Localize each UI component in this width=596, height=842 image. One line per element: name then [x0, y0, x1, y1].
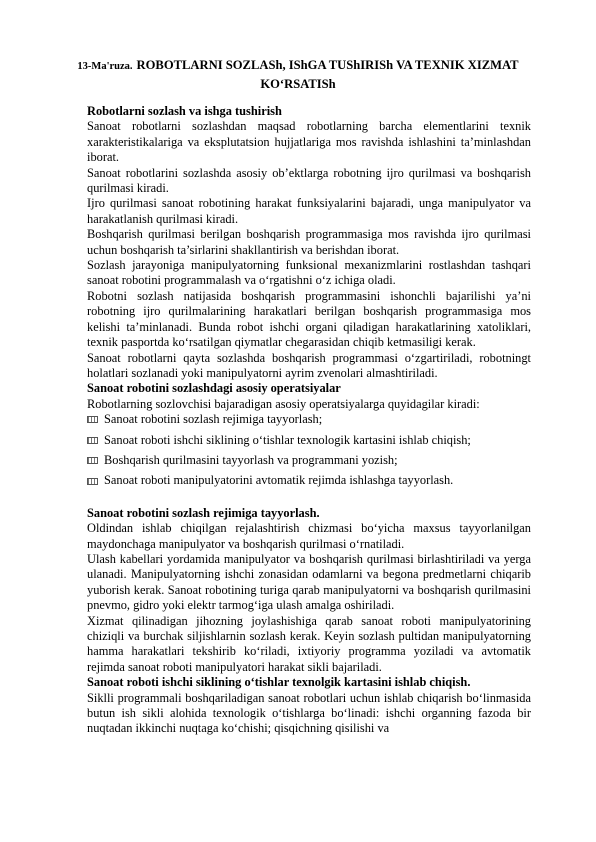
paragraph: Ijro qurilmasi sanoat robotining harakat funksiyalarini bajaradi, unga manipulyator va harakatlanish qurilmasi kiradi. — [87, 196, 531, 226]
paragraph: Sanoat robotlarini sozlashda asosiy ob’ektlarga robotning ijro qurilmasi va boshqarish qurilmasi kiradi. — [87, 165, 531, 196]
paragraph: Robotlarning sozlovchisi bajaradigan asosiy operatsiyalarga quyidagilar kiradi: — [87, 396, 480, 411]
paragraph: Oldindan ishlab chiqilgan rejalashtirish chizmasi bo‘yicha maxsus tayyorlanilgan maydonchaga manipulyator va boshqarish qurilmasi o‘rnatiladi. — [87, 521, 531, 551]
bullet-icon — [87, 457, 98, 464]
document-body — [87, 104, 531, 737]
bullet-icon — [87, 437, 98, 444]
spacer — [87, 494, 531, 506]
paragraph: Sozlash jarayoniga manipulyatorning funksional mexanizmlarini rostlashdan tashqari sanoat robotini programmalash va o‘rgatishni o‘z ichiga oladi. — [87, 258, 531, 288]
section-heading: Sanoat roboti ishchi siklining o‘tishlar texnolgik kartasini ishlab chiqish. — [87, 675, 471, 690]
paragraph: Ulash kabellari yordamida manipulyator va boshqarish qurilmasi birlashtiriladi va yerga ulanadi. Manipulyatorning ishchi zonasidan odamlarni va begona predmetlarni chiqarib yuborish kerak. Sanoat robotining turiga qarab manipulyatorni va boshqarish qurilmasini pnevmo, gidro yoki elektr tarmog‘iga ulash amalga oshiriladi. — [87, 551, 531, 613]
list-item-text: Boshqarish qurilmasini tayyorlash va programmani yozish; — [104, 452, 398, 467]
bullet-icon — [87, 478, 98, 485]
paragraph: Boshqarish qurilmasi berilgan boshqarish programmasiga mos ravishda ijro qurilmasi uchun boshqarish ta’sirlarini shakllantirish va berishdan iborat. — [87, 227, 531, 257]
paragraph: Sanoat robotlarni qayta sozlashda boshqarish programmasi o‘zgartiriladi, robotningt holatlari sozlanadi yoki manipulyatorni ayrim zvenolari almashtiriladi. — [87, 350, 531, 380]
operations-list — [87, 412, 531, 489]
lecture-title — [70, 56, 526, 93]
list-item-text: Sanoat robotini sozlash rejimiga tayyorlash; — [104, 412, 323, 427]
bullet-icon — [87, 416, 98, 423]
paragraph: Siklli programmali boshqariladigan sanoat robotlari uchun ishlab chiqarish bo‘linmasida butun ish sikli alohida texnologik o‘tishlarga bo‘linadi: ishchi organning fazoda bir nuqtadan ikkinchi nuqtaga ko‘chishi; qisqichning qisilishi va — [87, 690, 531, 736]
list-item — [87, 412, 531, 427]
section-heading: Sanoat robotini sozlashdagi asosiy operatsiyalar — [87, 381, 341, 396]
section-heading: Sanoat robotini sozlash rejimiga tayyorlash. — [87, 505, 320, 520]
list-item-text: Sanoat roboti manipulyatorini avtomatik rejimda ishlashga tayyorlash. — [104, 473, 454, 488]
list-item — [87, 433, 531, 448]
list-item — [87, 453, 531, 468]
paragraph: Sanoat robotlarni sozlashdan maqsad robotlarning barcha elementlarini texnik xarakteristikalariga va eksplutatsion hujjatlariga mos ravishda ishlashini ta’minlashdan iborat. — [87, 119, 531, 165]
section-heading: Robotlarni sozlash va ishga tushirish — [87, 104, 282, 118]
list-item-text: Sanoat roboti ishchi siklining o‘tishlar texnologik kartasini ishlab chiqish; — [104, 432, 471, 447]
list-item — [87, 473, 531, 488]
paragraph: Xizmat qilinadigan jihozning joylashishiga qarab sanoat roboti manipulyatorining chiziqli va burchak siljishlarnin sozlash kerak. Keyin sozlash pultidan manipulyatorning hamma harakatlari tekshirib ko‘riladi, ixtiyoriy programma yoziladi va avtomatik rejimda sanoat roboti manipulyatori harakat sikli bajariladi. — [87, 613, 531, 674]
lecture-heading: ROBOTLARNI SOZLASh, IShGA TUShIRISh VA TEXNIK XIZMAT KO‘RSATISh — [136, 58, 519, 91]
lecture-number: 13-Ma'ruza. — [77, 61, 133, 72]
paragraph: Robotni sozlash natijasida boshqarish programmasini ishonchli bajarilishi ya’ni robotning ijro qurilmalarining harakatlari berilgan boshqarish programmasiga mos kelishi ta’minlanadi. Bunda robot ishchi organi qiladigan harakatlarining xatoliklari, texnik pasportda ko‘rsatilgan qiymatlar chegarasidan chiqib ketmasiligi kerak. — [87, 288, 531, 350]
